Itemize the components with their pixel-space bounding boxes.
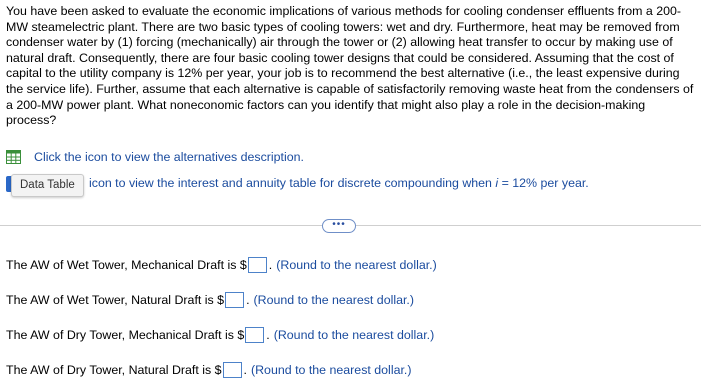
expand-more-button[interactable]: ••• <box>322 219 356 233</box>
answer-label: The AW of Wet Tower, Natural Draft is $ <box>6 293 225 307</box>
answer-period: . <box>243 363 247 377</box>
interest-link-text-pre: icon to view the interest and annuity table for discrete compounding when <box>89 176 496 190</box>
rounding-hint: (Round to the nearest dollar.) <box>253 293 415 307</box>
rounding-hint: (Round to the nearest dollar.) <box>273 328 435 342</box>
answer-input-wet-natural[interactable] <box>225 292 244 308</box>
rounding-hint: (Round to the nearest dollar.) <box>250 363 412 377</box>
answer-label: The AW of Dry Tower, Mechanical Draft is $ <box>6 328 245 342</box>
alternatives-link[interactable]: Click the icon to view the alternatives description. <box>34 150 304 164</box>
answer-period: . <box>266 328 270 342</box>
data-table-button[interactable]: Data Table <box>11 174 84 197</box>
answer-row-wet-natural <box>6 290 414 310</box>
answer-row-dry-natural <box>6 360 411 380</box>
answer-label: The AW of Dry Tower, Natural Draft is $ <box>6 363 222 377</box>
interest-link-text-post: = 12% per year. <box>498 176 589 190</box>
answer-label: The AW of Wet Tower, Mechanical Draft is $ <box>6 258 247 272</box>
answer-input-dry-natural[interactable] <box>223 362 242 378</box>
answer-period: . <box>246 293 250 307</box>
answer-input-wet-mechanical[interactable] <box>248 257 267 273</box>
table-grid-icon[interactable] <box>6 150 21 164</box>
answer-row-dry-mechanical <box>6 325 434 345</box>
problem-statement: You have been asked to evaluate the economic implications of various methods for cooling condenser effluents from a 200-MW steamelectric plant. There are two basic types of cooling towers: wet and dry. Furthermore, heat may be removed from condenser water by (1) forcing (mechanically) air through the tower or (2) allowing heat transfer to occur by making use of natural draft. Consequently, there are four basic cooling tower designs that could be considered. Assuming that the cost of capital to the utility company is 12% per year, your job is to recommend the best alternative (i.e., the least expensive during the service life). Further, assume that each alternative is capable of satisfactorily removing waste heat from the condensers of a 200-MW power plant. What noneconomic factors can you identify that might also play a role in the decision-making process? <box>6 4 694 128</box>
answer-period: . <box>268 258 273 272</box>
rounding-hint: (Round to the nearest dollar.) <box>276 258 437 272</box>
answer-input-dry-mechanical[interactable] <box>245 327 264 343</box>
interest-variable: i <box>495 176 499 190</box>
answer-row-wet-mechanical <box>6 255 437 275</box>
interest-table-link[interactable] <box>89 175 589 191</box>
